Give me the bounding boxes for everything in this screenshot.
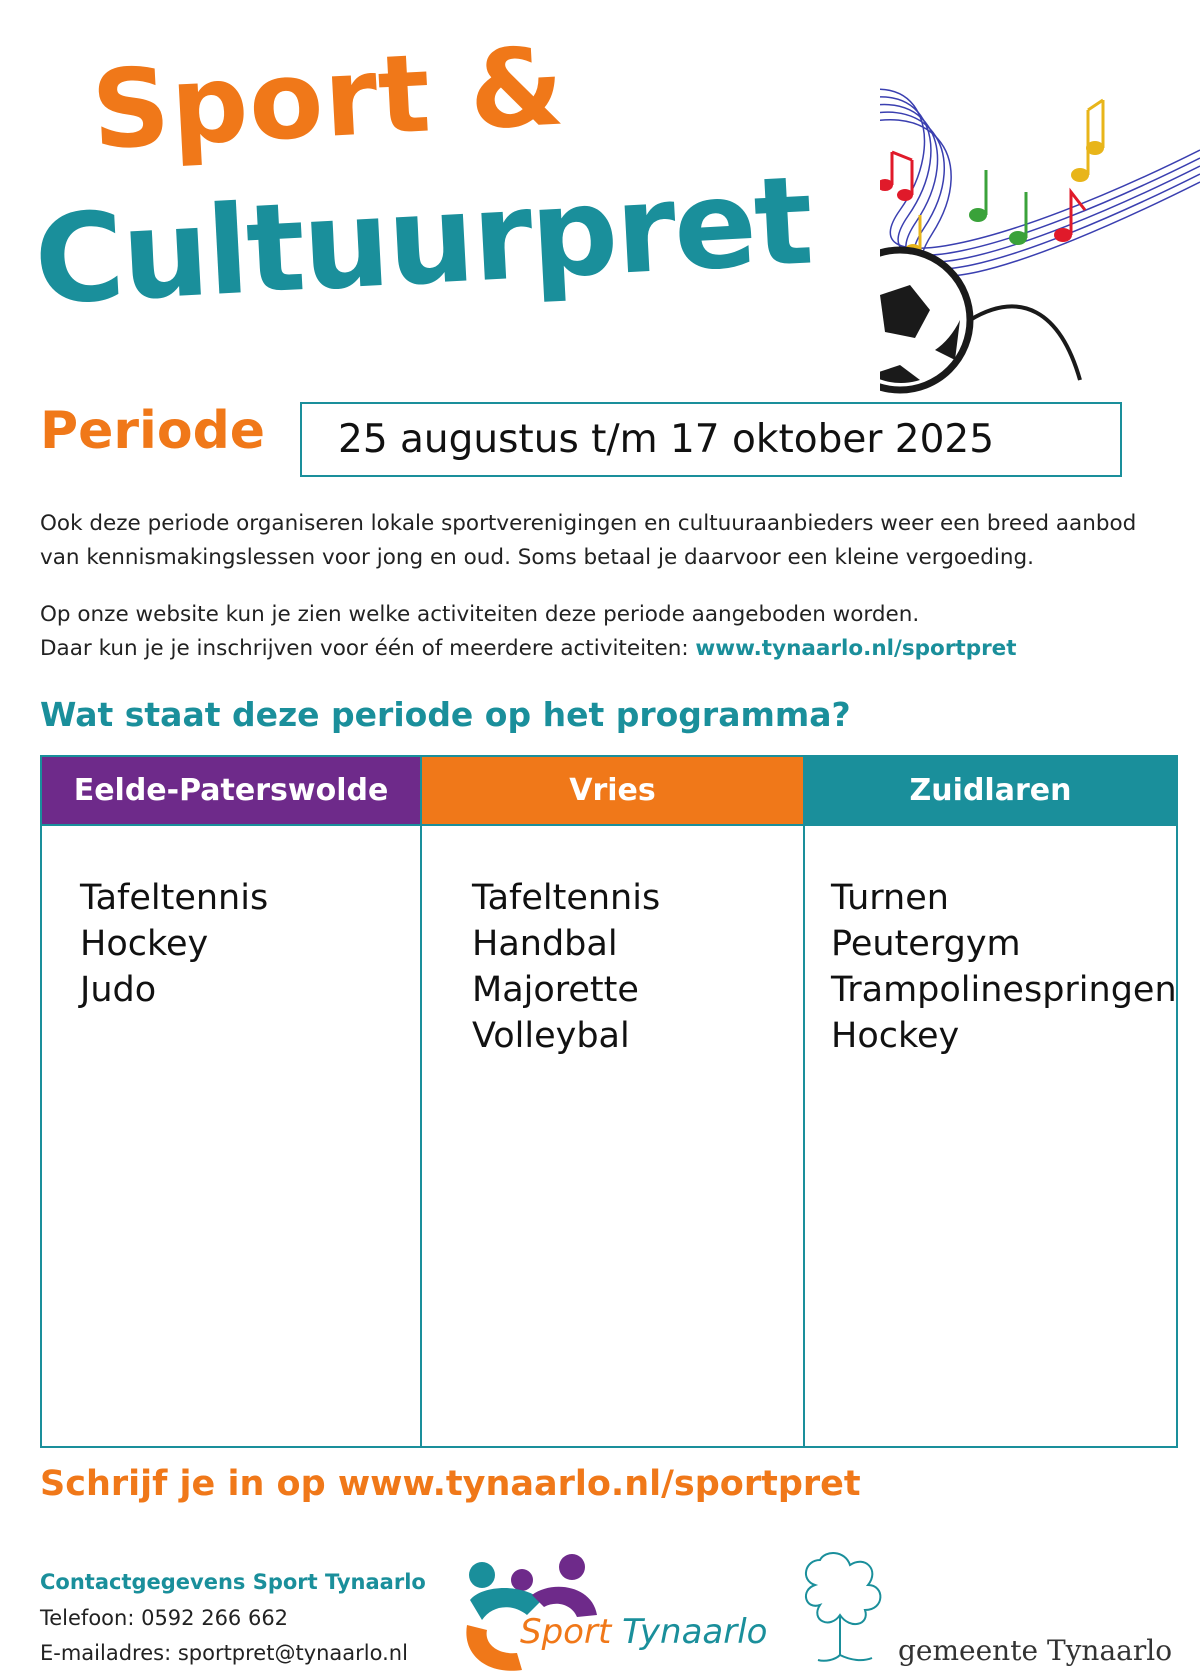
column-eelde-paterswolde: [42, 757, 420, 1446]
activity-item: Trampolinespringen: [831, 970, 1177, 1010]
activity-item: Handbal: [472, 924, 618, 964]
logo-word-tynaarlo: Tynaarlo: [622, 1612, 768, 1652]
activity-item: Hockey: [80, 924, 209, 964]
contact-phone: Telefoon: 0592 266 662: [40, 1606, 289, 1630]
activity-item: Hockey: [831, 1016, 960, 1056]
music-notes-icon: [880, 20, 1200, 420]
intro-paragraph-2: [40, 598, 1160, 666]
logo-word-sport: Sport: [520, 1612, 612, 1652]
column-header: Eelde-Paterswolde: [42, 757, 420, 826]
column-header: Vries: [422, 757, 803, 826]
contact-email[interactable]: E-mailadres: sportpret@tynaarlo.nl: [40, 1641, 408, 1665]
activity-list: [831, 875, 1177, 1059]
column-header: Zuidlaren: [805, 757, 1176, 826]
intro-text-1: Ook deze periode organiseren lokale sportverenigingen en cultuuraanbieders weer een breed aanbod van kennismakingslessen voor jong en oud. Soms betaal je daarvoor een kleine vergoeding.: [40, 511, 1137, 570]
activity-item: Tafeltennis: [80, 878, 269, 918]
intro-text-3: [40, 632, 1160, 666]
period-label: Periode: [40, 401, 266, 461]
gemeente-tree-logo: [790, 1540, 900, 1675]
intro-text-3-label: Daar kun je je inschrijven voor één of meerdere activiteiten:: [40, 636, 689, 661]
sport-tynaarlo-wordmark: [520, 1612, 767, 1652]
gemeente-wordmark: gemeente Tynaarlo: [898, 1634, 1173, 1667]
activity-item: Judo: [80, 970, 157, 1010]
column-vries: [420, 757, 803, 1446]
column-zuidlaren: [803, 757, 1176, 1446]
activity-item: Majorette: [472, 970, 639, 1010]
program-table: [40, 755, 1178, 1448]
program-heading: Wat staat deze periode op het programma?: [40, 695, 851, 734]
intro-paragraph-1: [40, 507, 1160, 575]
signup-link[interactable]: Schrijf je in op www.tynaarlo.nl/sportpret: [40, 1464, 861, 1504]
contact-title: Contactgegevens Sport Tynaarlo: [40, 1570, 426, 1594]
activity-item: Peutergym: [831, 924, 1021, 964]
title-line-2: Cultuurpret: [31, 149, 815, 332]
title-line-1: Sport &: [88, 24, 568, 174]
intro-text-2: Op onze website kun je zien welke activiteiten deze periode aangeboden worden.: [40, 602, 920, 627]
activity-item: Tafeltennis: [472, 878, 661, 918]
activity-item: Volleybal: [472, 1016, 630, 1056]
activity-list: [472, 875, 660, 1059]
website-link[interactable]: www.tynaarlo.nl/sportpret: [695, 636, 1017, 661]
period-value: 25 augustus t/m 17 oktober 2025: [300, 402, 1122, 477]
activity-list: [80, 875, 268, 1013]
activity-item: Turnen: [831, 878, 949, 918]
